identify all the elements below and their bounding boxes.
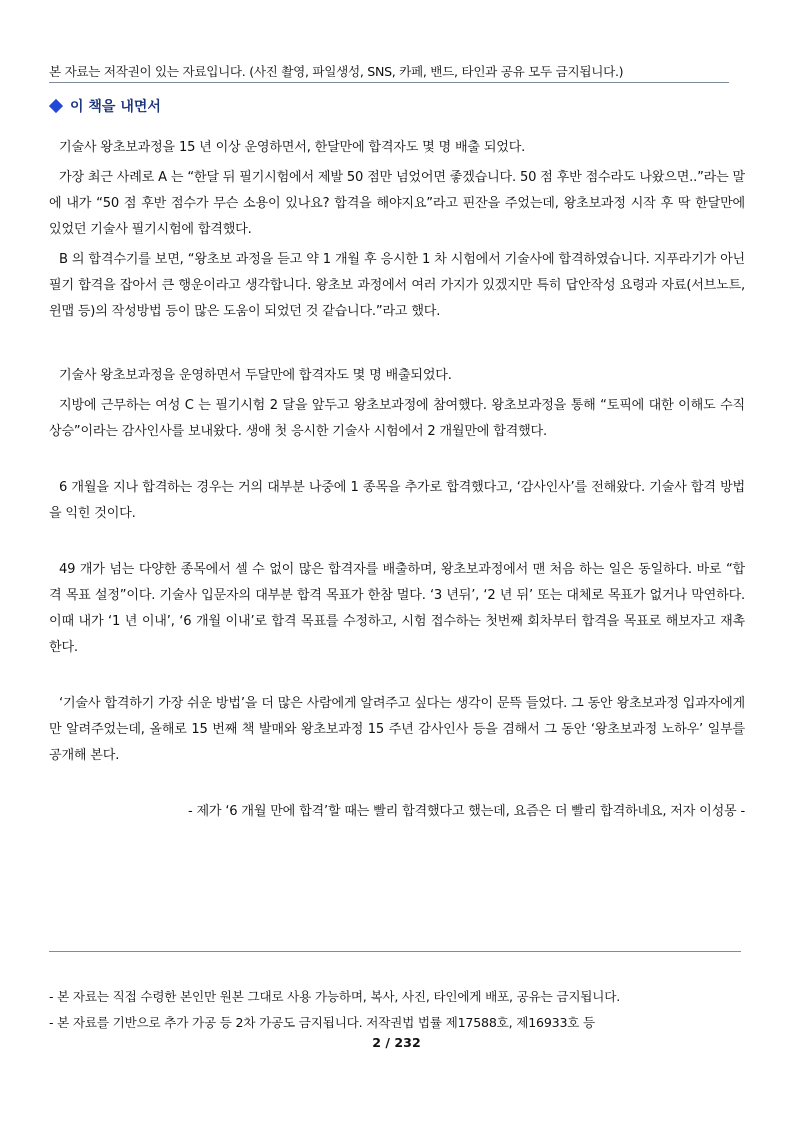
paragraph-1: 기술사 왕초보과정을 15 년 이상 운영하면서, 한달만에 합격자도 몇 명 배출 되었다. <box>59 140 526 155</box>
paragraph-5: 지방에 근무하는 여성 C 는 필기시험 2 달을 앞두고 왕초보과정에 참여했다. 왕초보과정을 통해 “토픽에 대한 이해도 수직 상승”이라는 감사인사를 보내왔다. 생애 첫 응시한 기술사 시험에서 2 개월만에 합격했다. <box>49 398 745 439</box>
document-body <box>49 135 745 825</box>
author-signature: - 제가 ‘6 개월 만에 합격’할 때는 빨리 합격했다고 했는데, 요즘은 더 빨리 합격하네요, 저자 이성몽 - <box>187 804 745 819</box>
diamond-bullet-icon <box>49 99 63 113</box>
header-divider <box>49 82 729 83</box>
footer-notice-line-2: - 본 자료를 기반으로 추가 가공 등 2차 가공도 금지됩니다. 저작권법 법률 제17588호, 제16933호 등 <box>49 1015 595 1030</box>
footer-notice-line-1: - 본 자료는 직접 수령한 본인만 원본 그대로 사용 가능하며, 복사, 사진, 타인에게 배포, 공유는 금지됩니다. <box>49 989 620 1004</box>
paragraph-2: 가장 최근 사례로 A 는 “한달 뒤 필기시험에서 제발 50 점만 넘었어면 좋겠습니다. 50 점 후반 점수라도 나왔으면..”라는 말에 내가 “50 점 후반 점수가 무슨 소용이 있나요? 합격을 해야지요”라고 핀잔을 주었는데, 왕초보과정 시작 후 딱 한달만에 있었던 기술사 필기시험에 합격했다. <box>49 170 745 237</box>
section-title-text: 이 책을 내면서 <box>70 99 161 115</box>
section-heading <box>49 96 161 116</box>
copyright-notice-header: 본 자료는 저작권이 있는 자료입니다. (사진 촬영, 파일생성, SNS, 카페, 밴드, 타인과 공유 모두 금지됩니다.) <box>49 64 624 79</box>
paragraph-4: 기술사 왕초보과정을 운영하면서 두달만에 합격자도 몇 명 배출되었다. <box>59 368 452 383</box>
paragraph-8: ‘기술사 합격하기 가장 쉬운 방법’을 더 많은 사람에게 알려주고 싶다는 생각이 문뜩 들었다. 그 동안 왕초보과정 입과자에게만 알려주었는데, 올해로 15 번째 책 발매와 왕초보과정 15 주년 감사인사 등을 겸해서 그 동안 ‘왕초보과정 노하우’ 일부를 공개해 본다. <box>49 696 745 763</box>
paragraph-3: B 의 합격수기를 보면, “왕초보 과정을 듣고 약 1 개월 후 응시한 1 차 시험에서 기술사에 합격하였습니다. 지푸라기가 아닌 필기 합격을 잡아서 큰 행운이라고 생각합니다. 왕초보 과정에서 여러 가지가 있겠지만 특히 답안작성 요령과 자료(서브노트, 윈맵 등)의 작성방법 등이 많은 도움이 되었던 것 같습니다.”라고 했다. <box>49 252 745 319</box>
footer-divider <box>49 951 741 952</box>
paragraph-6: 6 개월을 지나 합격하는 경우는 거의 대부분 나중에 1 종목을 추가로 합격했다고, ‘감사인사’를 전해왔다. 기술사 합격 방법을 익힌 것이다. <box>49 480 745 521</box>
page-number: 2 / 232 <box>372 1035 421 1050</box>
paragraph-7: 49 개가 넘는 다양한 종목에서 셀 수 없이 많은 합격자를 배출하며, 왕초보과정에서 맨 처음 하는 일은 동일하다. 바로 “합격 목표 설정”이다. 기술사 입문자의 대부분 합격 목표가 한참 멀다. ‘3 년뒤’, ‘2 년 뒤’ 또는 대체로 목표가 없거나 막연하다. 이때 내가 ‘1 년 이내’, ‘6 개월 이내’로 합격 목표를 수정하고, 시험 접수하는 첫번째 회차부터 합격을 목표로 해보자고 재촉한다. <box>49 562 745 655</box>
